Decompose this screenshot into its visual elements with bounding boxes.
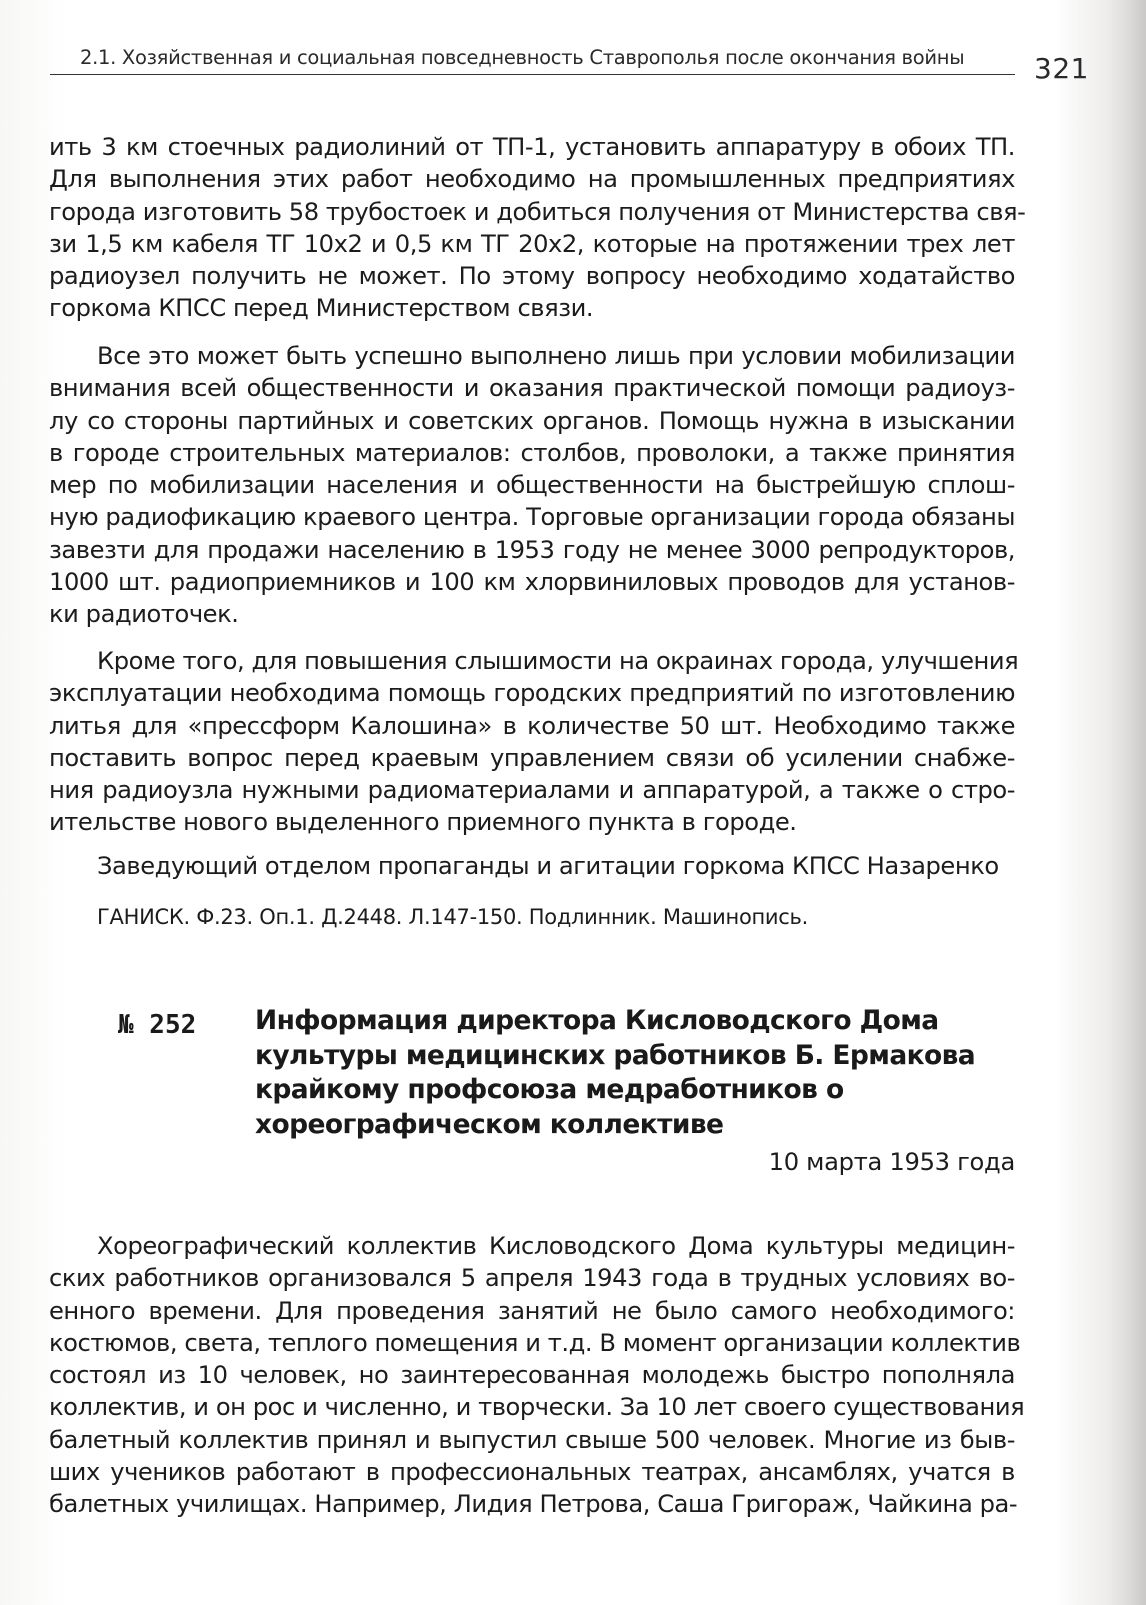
text-line: Хореографический коллектив Кисловодского Дома культуры медицин- <box>97 1232 1015 1260</box>
text-line: енного времени. Для проведения занятий не было самого необходимого: <box>49 1296 1015 1325</box>
paragraph-continuation <box>49 131 1026 325</box>
text-line: мер по мобилизации населения и общественности на быстрейшую сплош- <box>49 471 1015 500</box>
title-line: хореографическом коллективе <box>255 1108 724 1140</box>
title-line: крайкому профсоюза медработников о <box>255 1074 844 1105</box>
text-line: в городе строительных материалов: столбов, проволоки, а также принятия <box>49 438 1015 467</box>
text-line: Для выполнения этих работ необходимо на промышленных предприятиях <box>49 165 1015 194</box>
text-line: завезти для продажи населению в 1953 году не менее 3000 репродукторов, <box>49 535 1015 564</box>
paragraph-mobilization <box>49 340 1015 631</box>
text-line: ния радиоузла нужными радиоматериалами и аппаратурой, а также о стро- <box>49 776 1015 805</box>
text-line: горкома КПСС перед Министерством связи. <box>49 294 594 323</box>
document-date: 10 марта 1953 года <box>768 1148 1015 1176</box>
text-line: ить 3 км стоечных радиолиний от ТП-1, установить аппаратуру в обоих ТП. <box>49 133 1015 161</box>
text-line: ки радиоточек. <box>49 600 239 629</box>
text-line: зи 1,5 км кабеля ТГ 10х2 и 0,5 км ТГ 20х2, которые на протяжении трех лет <box>49 229 1015 258</box>
text-line: Все это может быть успешно выполнено лишь при условии мобилизации <box>97 342 1015 370</box>
text-line: радиоузел получить не может. По этому вопросу необходимо ходатайство <box>49 262 1015 291</box>
text-line: 1000 шт. радиоприемников и 100 км хлорвиниловых проводов для установ- <box>49 568 1015 597</box>
page-edge-shadow <box>1106 0 1146 1605</box>
text-line: поставить вопрос перед краевым управлением связи об усилении снабже- <box>49 743 1015 772</box>
text-line: Кроме того, для повышения слышимости на окраинах города, улучшения <box>97 647 1019 675</box>
text-line: лу со стороны партийных и советских органов. Помощь нужна в изыскании <box>49 406 1015 435</box>
text-line: ских работников организовался 5 апреля 1943 года в трудных условиях во- <box>49 1264 1015 1293</box>
title-line: культуры медицинских работников Б. Ермакова <box>255 1039 976 1071</box>
document-number: № 252 <box>118 1010 197 1040</box>
paragraph-improvements <box>49 645 1019 839</box>
text-line: внимания всей общественности и оказания практической помощи радиоуз- <box>49 374 1015 403</box>
text-line: ших учеников работают в профессиональных театрах, ансамблях, учатся в <box>49 1458 1015 1487</box>
running-head: 2.1. Хозяйственная и социальная повседневность Ставрополья после окончания войны <box>80 46 965 69</box>
text-line: балетных училищах. Например, Лидия Петрова, Саша Григораж, Чайкина ра- <box>49 1490 1018 1519</box>
title-line: Информация директора Кисловодского Дома <box>255 1005 939 1036</box>
text-line: ительстве нового выделенного приемного пункта в городе. <box>49 808 797 837</box>
page-number: 321 <box>1034 52 1089 85</box>
text-line: коллектив, и он рос и численно, и творчески. За 10 лет своего существования <box>49 1393 1025 1422</box>
text-line: балетный коллектив принял и выпустил свыше 500 человек. Многие из быв- <box>49 1425 1015 1454</box>
header-rule <box>50 74 1015 75</box>
text-line: эксплуатации необходима помощь городских предприятий по изготовлению <box>49 679 1015 708</box>
document-title <box>255 1004 995 1142</box>
text-line: ную радиофикацию краевого центра. Торговые организации города обязаны <box>49 503 1015 532</box>
text-line: литья для «прессформ Калошина» в количестве 50 шт. Необходимо также <box>49 711 1015 740</box>
signature: Заведующий отделом пропаганды и агитации горкома КПСС Назаренко <box>97 852 999 880</box>
text-line: костюмов, света, теплого помещения и т.д. В момент организации коллектив <box>49 1328 1021 1357</box>
paragraph-choreography <box>49 1230 1025 1521</box>
archive-source: ГАНИСК. Ф.23. Оп.1. Д.2448. Л.147-150. Подлинник. Машинопись. <box>97 905 808 929</box>
text-line: состоял из 10 человек, но заинтересованная молодежь быстро пополняла <box>49 1361 1015 1390</box>
text-line: города изготовить 58 трубостоек и добиться получения от Министерства свя- <box>49 197 1026 226</box>
